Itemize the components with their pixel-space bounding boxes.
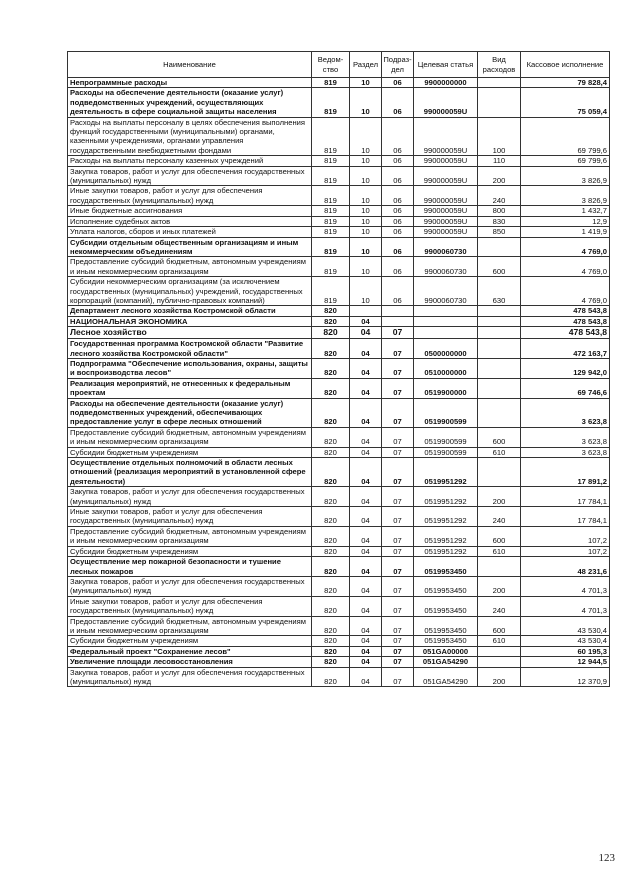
row-dept: 819 bbox=[312, 117, 350, 156]
row-section: 10 bbox=[350, 78, 382, 88]
row-section: 10 bbox=[350, 206, 382, 216]
row-expense-type bbox=[478, 398, 521, 427]
row-section: 04 bbox=[350, 657, 382, 667]
row-expense-type: 830 bbox=[478, 216, 521, 226]
row-name: Подпрограмма "Обеспечение использования, охраны, защиты и воспроизводства лесов" bbox=[68, 358, 312, 378]
row-name: Закупка товаров, работ и услуг для обеспечения государственных (муниципальных) нужд bbox=[68, 166, 312, 186]
row-amount: 69 799,6 bbox=[521, 117, 610, 156]
row-subsection: 06 bbox=[382, 227, 414, 237]
row-dept: 820 bbox=[312, 657, 350, 667]
row-dept: 820 bbox=[312, 646, 350, 656]
row-expense-type: 100 bbox=[478, 117, 521, 156]
row-section: 10 bbox=[350, 88, 382, 117]
row-target: 990000059U bbox=[414, 88, 478, 117]
row-name: Предоставление субсидий бюджетным, автономным учреждениям и иным некоммерческим организациям bbox=[68, 257, 312, 277]
row-expense-type: 600 bbox=[478, 257, 521, 277]
header-subsection: Подраз-дел bbox=[382, 52, 414, 78]
row-name: Расходы на обеспечение деятельности (оказание услуг) подведомственных учреждений, обеспечивающих предоставление услуг в сфере лесных отношений bbox=[68, 398, 312, 427]
row-subsection: 06 bbox=[382, 78, 414, 88]
row-expense-type: 200 bbox=[478, 487, 521, 507]
table-row bbox=[68, 216, 610, 226]
row-expense-type: 110 bbox=[478, 156, 521, 166]
row-expense-type: 600 bbox=[478, 427, 521, 447]
row-expense-type: 610 bbox=[478, 447, 521, 457]
row-section: 04 bbox=[350, 327, 382, 339]
row-target: 0519951292 bbox=[414, 546, 478, 556]
row-dept: 819 bbox=[312, 78, 350, 88]
row-dept: 819 bbox=[312, 216, 350, 226]
row-name: Иные закупки товаров, работ и услуг для обеспечения государственных (муниципальных) нужд bbox=[68, 507, 312, 527]
row-target bbox=[414, 306, 478, 316]
table-row bbox=[68, 557, 610, 577]
row-dept: 820 bbox=[312, 596, 350, 616]
row-target: 990000059U bbox=[414, 117, 478, 156]
row-amount: 4 769,0 bbox=[521, 237, 610, 257]
row-section: 04 bbox=[350, 636, 382, 646]
row-amount: 75 059,4 bbox=[521, 88, 610, 117]
row-target: 9900060730 bbox=[414, 257, 478, 277]
row-expense-type bbox=[478, 378, 521, 398]
row-section: 04 bbox=[350, 398, 382, 427]
row-target: 0519951292 bbox=[414, 458, 478, 487]
row-expense-type: 200 bbox=[478, 576, 521, 596]
row-target: 0519951292 bbox=[414, 507, 478, 527]
row-subsection: 07 bbox=[382, 667, 414, 687]
table-row bbox=[68, 447, 610, 457]
row-dept: 819 bbox=[312, 166, 350, 186]
row-expense-type: 850 bbox=[478, 227, 521, 237]
row-target: 051GA54290 bbox=[414, 657, 478, 667]
row-dept: 820 bbox=[312, 447, 350, 457]
row-expense-type: 610 bbox=[478, 546, 521, 556]
row-subsection: 06 bbox=[382, 277, 414, 306]
row-dept: 820 bbox=[312, 667, 350, 687]
row-amount: 3 623,8 bbox=[521, 447, 610, 457]
row-expense-type bbox=[478, 316, 521, 326]
row-target: 9900060730 bbox=[414, 237, 478, 257]
row-expense-type: 610 bbox=[478, 636, 521, 646]
row-target: 0519953450 bbox=[414, 576, 478, 596]
row-name: Уплата налогов, сборов и иных платежей bbox=[68, 227, 312, 237]
row-section: 04 bbox=[350, 316, 382, 326]
row-amount: 43 530,4 bbox=[521, 616, 610, 636]
row-dept: 820 bbox=[312, 546, 350, 556]
table-row bbox=[68, 227, 610, 237]
row-subsection: 07 bbox=[382, 487, 414, 507]
row-amount: 4 701,3 bbox=[521, 596, 610, 616]
row-name: Расходы на выплаты персоналу казенных учреждений bbox=[68, 156, 312, 166]
row-dept: 820 bbox=[312, 427, 350, 447]
row-subsection: 07 bbox=[382, 657, 414, 667]
row-name: Предоставление субсидий бюджетным, автономным учреждениям и иным некоммерческим организациям bbox=[68, 526, 312, 546]
row-section: 10 bbox=[350, 257, 382, 277]
table-row bbox=[68, 507, 610, 527]
row-amount: 17 784,1 bbox=[521, 507, 610, 527]
row-subsection: 07 bbox=[382, 339, 414, 359]
row-expense-type: 630 bbox=[478, 277, 521, 306]
row-dept: 819 bbox=[312, 277, 350, 306]
table-body bbox=[68, 78, 610, 687]
row-target: 990000059U bbox=[414, 156, 478, 166]
row-target: 0519951292 bbox=[414, 487, 478, 507]
row-amount: 3 623,8 bbox=[521, 398, 610, 427]
row-subsection: 06 bbox=[382, 117, 414, 156]
row-subsection: 06 bbox=[382, 186, 414, 206]
table-row bbox=[68, 277, 610, 306]
row-dept: 820 bbox=[312, 339, 350, 359]
header-dept: Ведом-ство bbox=[312, 52, 350, 78]
row-section: 04 bbox=[350, 546, 382, 556]
row-amount: 12 370,9 bbox=[521, 667, 610, 687]
header-target: Целевая статья bbox=[414, 52, 478, 78]
row-amount: 4 701,3 bbox=[521, 576, 610, 596]
row-dept: 819 bbox=[312, 156, 350, 166]
row-expense-type bbox=[478, 458, 521, 487]
row-name: Закупка товаров, работ и услуг для обеспечения государственных (муниципальных) нужд bbox=[68, 576, 312, 596]
row-name: Субсидии отдельным общественным организациям и иным некоммерческим объединениям bbox=[68, 237, 312, 257]
table-row bbox=[68, 316, 610, 326]
row-dept: 820 bbox=[312, 616, 350, 636]
row-section: 10 bbox=[350, 216, 382, 226]
row-section: 04 bbox=[350, 557, 382, 577]
row-name: Лесное хозяйство bbox=[68, 327, 312, 339]
row-amount: 48 231,6 bbox=[521, 557, 610, 577]
row-target: 051GA00000 bbox=[414, 646, 478, 656]
row-amount: 3 623,8 bbox=[521, 427, 610, 447]
row-section: 10 bbox=[350, 156, 382, 166]
table-header-row bbox=[68, 52, 610, 78]
row-target: 0519900000 bbox=[414, 378, 478, 398]
row-dept: 820 bbox=[312, 636, 350, 646]
row-target: 990000059U bbox=[414, 186, 478, 206]
row-dept: 819 bbox=[312, 227, 350, 237]
row-name: Закупка товаров, работ и услуг для обеспечения государственных (муниципальных) нужд bbox=[68, 667, 312, 687]
row-section: 10 bbox=[350, 227, 382, 237]
row-section: 04 bbox=[350, 487, 382, 507]
table-row bbox=[68, 117, 610, 156]
table-row bbox=[68, 156, 610, 166]
row-expense-type: 200 bbox=[478, 166, 521, 186]
row-amount: 12,9 bbox=[521, 216, 610, 226]
row-name: Субсидии бюджетным учреждениям bbox=[68, 546, 312, 556]
row-dept: 819 bbox=[312, 206, 350, 216]
row-name: Предоставление субсидий бюджетным, автономным учреждениям и иным некоммерческим организациям bbox=[68, 616, 312, 636]
row-target: 0519953450 bbox=[414, 616, 478, 636]
row-subsection: 07 bbox=[382, 447, 414, 457]
table-row bbox=[68, 646, 610, 656]
row-dept: 820 bbox=[312, 576, 350, 596]
row-name: Иные закупки товаров, работ и услуг для обеспечения государственных (муниципальных) нужд bbox=[68, 186, 312, 206]
row-expense-type bbox=[478, 327, 521, 339]
row-amount: 107,2 bbox=[521, 526, 610, 546]
row-amount: 4 769,0 bbox=[521, 257, 610, 277]
row-amount: 4 769,0 bbox=[521, 277, 610, 306]
row-subsection: 06 bbox=[382, 257, 414, 277]
row-name: Реализация мероприятий, не отнесенных к федеральным проектам bbox=[68, 378, 312, 398]
header-name: Наименование bbox=[68, 52, 312, 78]
row-name: Государственная программа Костромской области "Развитие лесного хозяйства Костромской области" bbox=[68, 339, 312, 359]
row-subsection: 07 bbox=[382, 458, 414, 487]
row-expense-type bbox=[478, 358, 521, 378]
row-amount: 17 784,1 bbox=[521, 487, 610, 507]
row-expense-type bbox=[478, 88, 521, 117]
row-section: 10 bbox=[350, 166, 382, 186]
row-amount: 107,2 bbox=[521, 546, 610, 556]
row-amount: 478 543,8 bbox=[521, 306, 610, 316]
row-subsection: 06 bbox=[382, 216, 414, 226]
row-section: 10 bbox=[350, 237, 382, 257]
row-subsection: 07 bbox=[382, 546, 414, 556]
row-subsection: 07 bbox=[382, 358, 414, 378]
table-row bbox=[68, 398, 610, 427]
table-row bbox=[68, 596, 610, 616]
table-row bbox=[68, 427, 610, 447]
row-section: 04 bbox=[350, 526, 382, 546]
row-name: Субсидии бюджетным учреждениям bbox=[68, 447, 312, 457]
row-subsection: 07 bbox=[382, 557, 414, 577]
row-target: 9900000000 bbox=[414, 78, 478, 88]
row-section: 10 bbox=[350, 117, 382, 156]
row-name: Предоставление субсидий бюджетным, автономным учреждениям и иным некоммерческим организациям bbox=[68, 427, 312, 447]
row-section: 04 bbox=[350, 427, 382, 447]
row-target: 990000059U bbox=[414, 216, 478, 226]
row-name: Департамент лесного хозяйства Костромской области bbox=[68, 306, 312, 316]
table-row bbox=[68, 257, 610, 277]
row-amount: 3 826,9 bbox=[521, 166, 610, 186]
row-subsection: 06 bbox=[382, 206, 414, 216]
row-section: 10 bbox=[350, 186, 382, 206]
row-section: 04 bbox=[350, 358, 382, 378]
row-subsection: 07 bbox=[382, 507, 414, 527]
row-section: 10 bbox=[350, 277, 382, 306]
row-amount: 129 942,0 bbox=[521, 358, 610, 378]
row-dept: 820 bbox=[312, 487, 350, 507]
row-subsection: 07 bbox=[382, 526, 414, 546]
row-expense-type bbox=[478, 237, 521, 257]
row-section: 04 bbox=[350, 646, 382, 656]
page-number: 123 bbox=[598, 852, 615, 864]
row-name: Непрограммные расходы bbox=[68, 78, 312, 88]
row-subsection bbox=[382, 316, 414, 326]
row-subsection: 07 bbox=[382, 616, 414, 636]
table-row bbox=[68, 636, 610, 646]
row-dept: 820 bbox=[312, 306, 350, 316]
table-row bbox=[68, 166, 610, 186]
row-target: 0519900599 bbox=[414, 447, 478, 457]
row-amount: 79 828,4 bbox=[521, 78, 610, 88]
row-amount: 17 891,2 bbox=[521, 458, 610, 487]
row-subsection: 07 bbox=[382, 646, 414, 656]
row-expense-type bbox=[478, 78, 521, 88]
row-amount: 12 944,5 bbox=[521, 657, 610, 667]
table-row bbox=[68, 306, 610, 316]
table-row bbox=[68, 88, 610, 117]
row-target: 0510000000 bbox=[414, 358, 478, 378]
row-amount: 69 746,6 bbox=[521, 378, 610, 398]
row-section: 04 bbox=[350, 667, 382, 687]
row-name: Расходы на выплаты персоналу в целях обеспечения выполнения функций государственными (муниципальными) органами, казенными учреждениями, органами управления государственными внебюджетными фондами bbox=[68, 117, 312, 156]
row-expense-type: 240 bbox=[478, 596, 521, 616]
row-section: 04 bbox=[350, 596, 382, 616]
row-expense-type bbox=[478, 557, 521, 577]
row-expense-type: 600 bbox=[478, 616, 521, 636]
row-section: 04 bbox=[350, 576, 382, 596]
row-subsection bbox=[382, 306, 414, 316]
row-name: Увеличение площади лесовосстановления bbox=[68, 657, 312, 667]
table-row bbox=[68, 576, 610, 596]
row-name: Исполнение судебных актов bbox=[68, 216, 312, 226]
row-amount: 478 543,8 bbox=[521, 316, 610, 326]
row-name: Расходы на обеспечение деятельности (оказание услуг) подведомственных учреждений, осуществляющих деятельность в сфере социальной защиты населения bbox=[68, 88, 312, 117]
row-amount: 1 419,9 bbox=[521, 227, 610, 237]
row-dept: 819 bbox=[312, 186, 350, 206]
row-subsection: 06 bbox=[382, 237, 414, 257]
table-row bbox=[68, 327, 610, 339]
row-expense-type: 240 bbox=[478, 507, 521, 527]
row-dept: 820 bbox=[312, 378, 350, 398]
row-amount: 472 163,7 bbox=[521, 339, 610, 359]
row-dept: 820 bbox=[312, 358, 350, 378]
header-amount: Кассовое исполнение bbox=[521, 52, 610, 78]
row-target: 051GA54290 bbox=[414, 667, 478, 687]
row-name: НАЦИОНАЛЬНАЯ ЭКОНОМИКА bbox=[68, 316, 312, 326]
table-row bbox=[68, 78, 610, 88]
row-target: 9900060730 bbox=[414, 277, 478, 306]
row-dept: 819 bbox=[312, 237, 350, 257]
budget-execution-table bbox=[67, 51, 610, 687]
row-amount: 60 195,3 bbox=[521, 646, 610, 656]
row-subsection: 07 bbox=[382, 398, 414, 427]
row-subsection: 07 bbox=[382, 576, 414, 596]
row-expense-type: 800 bbox=[478, 206, 521, 216]
row-dept: 820 bbox=[312, 557, 350, 577]
row-subsection: 07 bbox=[382, 636, 414, 646]
row-name: Субсидии некоммерческим организациям (за исключением государственных (муниципальных) учреждений, государственных корпораций (компаний), публично-правовых компаний) bbox=[68, 277, 312, 306]
row-name: Закупка товаров, работ и услуг для обеспечения государственных (муниципальных) нужд bbox=[68, 487, 312, 507]
row-subsection: 07 bbox=[382, 427, 414, 447]
row-name: Федеральный проект "Сохранение лесов" bbox=[68, 646, 312, 656]
row-amount: 43 530,4 bbox=[521, 636, 610, 646]
row-subsection: 06 bbox=[382, 166, 414, 186]
row-dept: 820 bbox=[312, 507, 350, 527]
row-name: Субсидии бюджетным учреждениям bbox=[68, 636, 312, 646]
row-section: 04 bbox=[350, 458, 382, 487]
row-target bbox=[414, 316, 478, 326]
row-target: 0500000000 bbox=[414, 339, 478, 359]
table-row bbox=[68, 186, 610, 206]
table-row bbox=[68, 487, 610, 507]
row-name: Иные бюджетные ассигнования bbox=[68, 206, 312, 216]
row-target bbox=[414, 327, 478, 339]
row-subsection: 06 bbox=[382, 156, 414, 166]
row-dept: 820 bbox=[312, 398, 350, 427]
row-target: 990000059U bbox=[414, 166, 478, 186]
header-expense-type: Вид расходов bbox=[478, 52, 521, 78]
row-expense-type bbox=[478, 646, 521, 656]
table-row bbox=[68, 667, 610, 687]
row-dept: 820 bbox=[312, 458, 350, 487]
row-target: 0519900599 bbox=[414, 398, 478, 427]
row-expense-type: 600 bbox=[478, 526, 521, 546]
row-dept: 820 bbox=[312, 526, 350, 546]
table-row bbox=[68, 546, 610, 556]
row-subsection: 07 bbox=[382, 378, 414, 398]
row-dept: 819 bbox=[312, 88, 350, 117]
row-dept: 820 bbox=[312, 316, 350, 326]
table-row bbox=[68, 458, 610, 487]
row-expense-type: 200 bbox=[478, 667, 521, 687]
table-row bbox=[68, 616, 610, 636]
row-section: 04 bbox=[350, 507, 382, 527]
row-section: 04 bbox=[350, 616, 382, 636]
row-expense-type bbox=[478, 339, 521, 359]
row-name: Иные закупки товаров, работ и услуг для обеспечения государственных (муниципальных) нужд bbox=[68, 596, 312, 616]
table-row bbox=[68, 358, 610, 378]
row-target: 0519953450 bbox=[414, 596, 478, 616]
row-name: Осуществление мер пожарной безопасности и тушение лесных пожаров bbox=[68, 557, 312, 577]
table-row bbox=[68, 339, 610, 359]
row-section: 04 bbox=[350, 378, 382, 398]
row-subsection: 07 bbox=[382, 596, 414, 616]
row-subsection: 07 bbox=[382, 327, 414, 339]
table-row bbox=[68, 378, 610, 398]
row-name: Осуществление отдельных полномочий в области лесных отношений (реализация мероприятий в установленной сфере деятельности) bbox=[68, 458, 312, 487]
row-expense-type bbox=[478, 657, 521, 667]
row-target: 990000059U bbox=[414, 227, 478, 237]
row-section: 04 bbox=[350, 447, 382, 457]
row-amount: 478 543,8 bbox=[521, 327, 610, 339]
row-target: 990000059U bbox=[414, 206, 478, 216]
header-section: Раздел bbox=[350, 52, 382, 78]
row-section bbox=[350, 306, 382, 316]
row-amount: 1 432,7 bbox=[521, 206, 610, 216]
row-section: 04 bbox=[350, 339, 382, 359]
row-amount: 69 799,6 bbox=[521, 156, 610, 166]
row-target: 0519951292 bbox=[414, 526, 478, 546]
row-expense-type bbox=[478, 306, 521, 316]
table-row bbox=[68, 206, 610, 216]
row-dept: 819 bbox=[312, 257, 350, 277]
row-dept: 820 bbox=[312, 327, 350, 339]
row-target: 0519900599 bbox=[414, 427, 478, 447]
row-amount: 3 826,9 bbox=[521, 186, 610, 206]
row-target: 0519953450 bbox=[414, 557, 478, 577]
table-row bbox=[68, 526, 610, 546]
row-subsection: 06 bbox=[382, 88, 414, 117]
row-target: 0519953450 bbox=[414, 636, 478, 646]
table-row bbox=[68, 237, 610, 257]
row-expense-type: 240 bbox=[478, 186, 521, 206]
table-row bbox=[68, 657, 610, 667]
